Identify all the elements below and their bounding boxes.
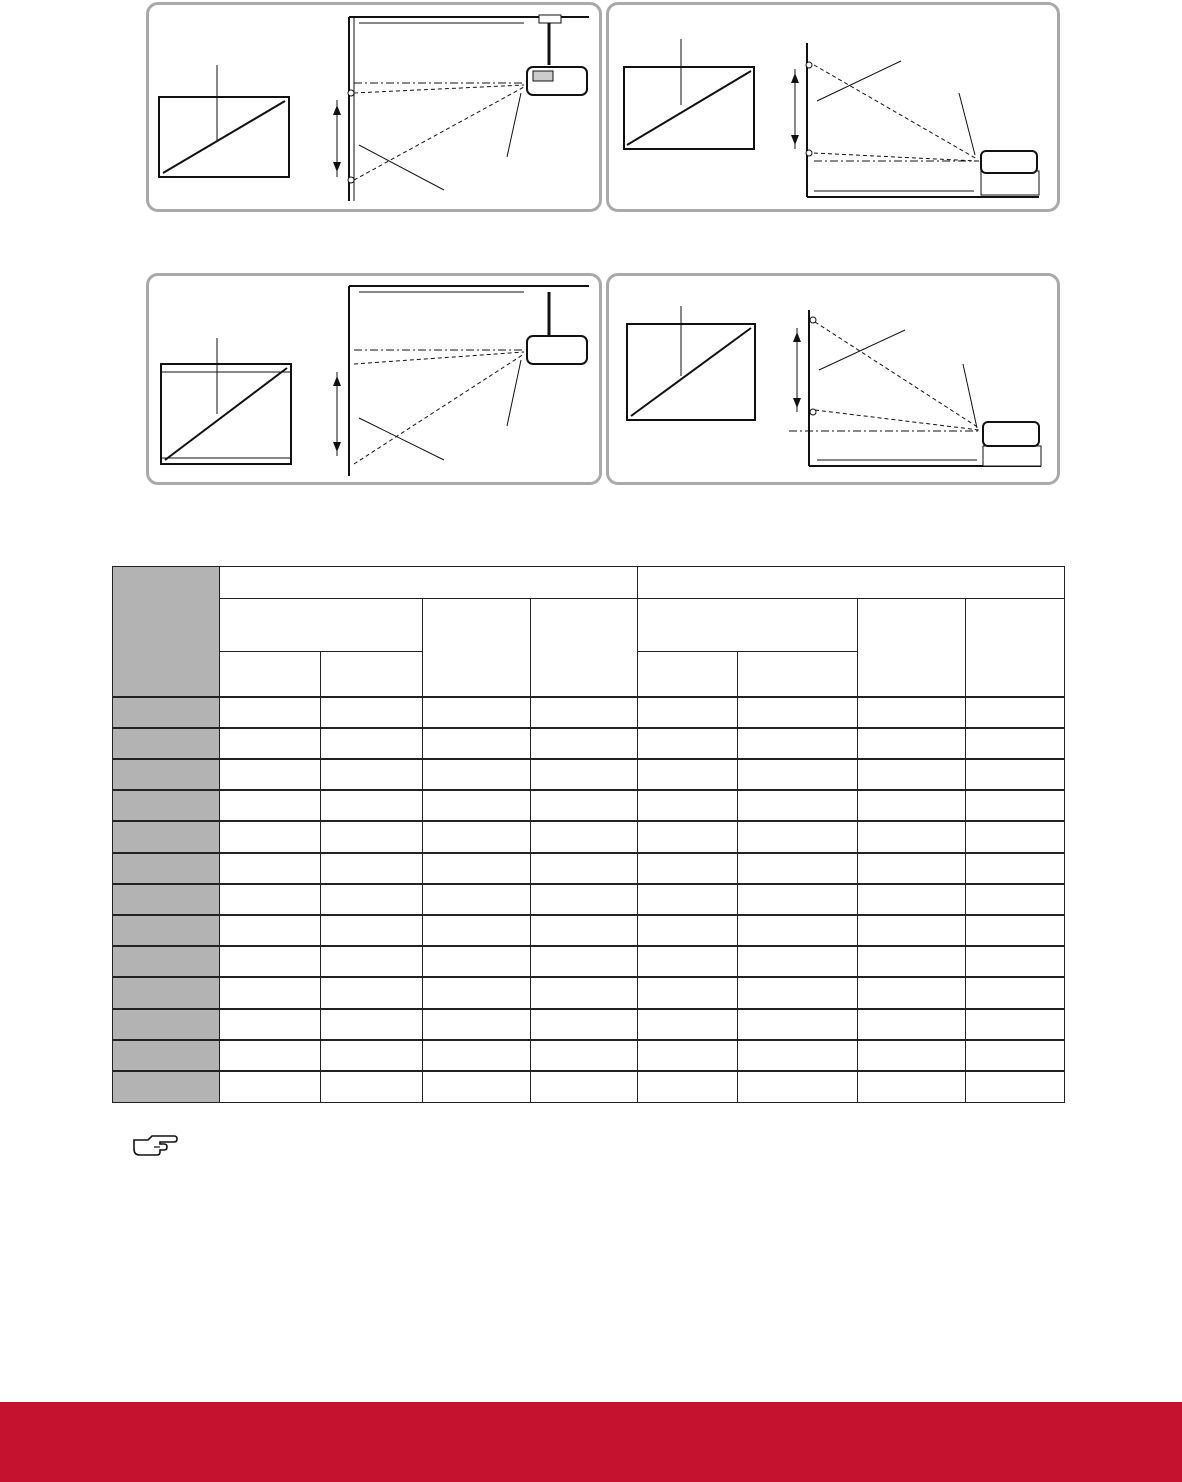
ceiling-mount-diagram <box>149 276 605 488</box>
table-cell <box>966 915 1065 946</box>
table-cell <box>321 884 423 915</box>
ceiling-mount-diagram <box>149 5 605 215</box>
table-cell <box>738 946 858 977</box>
table-cell <box>858 697 966 728</box>
table-cell <box>966 728 1065 759</box>
table-row <box>113 821 1065 852</box>
table-cell <box>638 790 738 821</box>
table-cell <box>638 728 738 759</box>
table-cell <box>966 853 1065 884</box>
table-cell <box>531 697 638 728</box>
table-cell <box>738 697 858 728</box>
group-header-right <box>638 567 1065 599</box>
table-cell <box>638 884 738 915</box>
screen-size-cell <box>113 728 220 759</box>
table-cell <box>321 1071 423 1102</box>
table-cell <box>966 790 1065 821</box>
table-cell <box>423 790 531 821</box>
table-cell <box>531 884 638 915</box>
table-row <box>113 697 1065 728</box>
table-cell <box>858 1071 966 1102</box>
screen-size-cell <box>113 1009 220 1040</box>
column-header <box>531 599 638 697</box>
diagram-floor-4x3 <box>606 273 1060 485</box>
table-cell <box>738 728 858 759</box>
table-cell <box>220 697 321 728</box>
table-cell <box>638 915 738 946</box>
column-header <box>858 599 966 697</box>
screen-size-cell <box>113 1071 220 1102</box>
table-cell <box>423 884 531 915</box>
table-cell <box>858 821 966 852</box>
table-cell <box>423 1071 531 1102</box>
table-cell <box>738 790 858 821</box>
table-cell <box>321 790 423 821</box>
table-cell <box>531 853 638 884</box>
table-row <box>113 1040 1065 1071</box>
floor-mount-diagram <box>609 276 1063 488</box>
table-cell <box>321 1009 423 1040</box>
screen-size-cell <box>113 853 220 884</box>
table-cell <box>966 946 1065 977</box>
table-cell <box>638 821 738 852</box>
diagram-floor-16x9 <box>606 2 1060 212</box>
table-cell <box>858 977 966 1008</box>
table-cell <box>220 1040 321 1071</box>
table-row <box>113 759 1065 790</box>
table-cell <box>423 915 531 946</box>
table-cell <box>220 1071 321 1102</box>
table-cell <box>638 759 738 790</box>
screen-size-cell <box>113 884 220 915</box>
table-cell <box>531 977 638 1008</box>
table-cell <box>531 1040 638 1071</box>
table-cell <box>638 697 738 728</box>
table-cell <box>321 821 423 852</box>
table-header-row-2 <box>113 599 1065 652</box>
screen-size-cell <box>113 790 220 821</box>
table-cell <box>638 853 738 884</box>
table-header-row-1 <box>113 567 1065 599</box>
table-cell <box>220 946 321 977</box>
table-cell <box>738 853 858 884</box>
table-cell <box>638 946 738 977</box>
table-row <box>113 946 1065 977</box>
table-cell <box>966 977 1065 1008</box>
table-cell <box>858 1040 966 1071</box>
screen-size-cell <box>113 1040 220 1071</box>
table-row <box>113 1009 1065 1040</box>
table-cell <box>531 790 638 821</box>
table-row <box>113 915 1065 946</box>
table-cell <box>738 1071 858 1102</box>
table-cell <box>321 697 423 728</box>
table-cell <box>858 728 966 759</box>
table-cell <box>738 884 858 915</box>
screen-size-cell <box>113 946 220 977</box>
table-cell <box>531 946 638 977</box>
diagram-ceiling-4x3 <box>146 273 602 485</box>
table-cell <box>220 728 321 759</box>
table-cell <box>423 821 531 852</box>
table-cell <box>321 853 423 884</box>
table-cell <box>858 946 966 977</box>
table-cell <box>423 853 531 884</box>
floor-mount-diagram <box>609 5 1063 215</box>
column-header <box>423 599 531 697</box>
column-header <box>321 652 423 697</box>
table-cell <box>531 759 638 790</box>
footer-accent-bar <box>0 1402 1182 1482</box>
table-row <box>113 977 1065 1008</box>
table-cell <box>966 884 1065 915</box>
table-cell <box>531 728 638 759</box>
table-cell <box>858 790 966 821</box>
pointing-hand-icon <box>130 1130 180 1158</box>
subgroup-header-right <box>638 599 858 652</box>
table-row <box>113 1071 1065 1102</box>
table-cell <box>423 977 531 1008</box>
table-cell <box>738 977 858 1008</box>
table-cell <box>531 1071 638 1102</box>
table-cell <box>638 1040 738 1071</box>
table-cell <box>321 728 423 759</box>
screen-size-cell <box>113 821 220 852</box>
table-cell <box>966 697 1065 728</box>
table-cell <box>858 1009 966 1040</box>
screen-size-cell <box>113 915 220 946</box>
table-cell <box>858 759 966 790</box>
table-cell <box>966 821 1065 852</box>
group-header-left <box>220 567 638 599</box>
table-cell <box>738 915 858 946</box>
table-cell <box>321 759 423 790</box>
column-header <box>220 652 321 697</box>
table-cell <box>738 759 858 790</box>
table-cell <box>531 1009 638 1040</box>
column-header <box>738 652 858 697</box>
table-cell <box>638 977 738 1008</box>
table-cell <box>220 790 321 821</box>
table-row <box>113 853 1065 884</box>
table-cell <box>321 946 423 977</box>
table-cell <box>423 697 531 728</box>
table-cell <box>858 915 966 946</box>
table-row <box>113 728 1065 759</box>
table-cell <box>423 1040 531 1071</box>
table-cell <box>220 853 321 884</box>
table-cell <box>220 821 321 852</box>
table-cell <box>423 946 531 977</box>
table-cell <box>638 1071 738 1102</box>
table-cell <box>321 1040 423 1071</box>
table-cell <box>220 1009 321 1040</box>
table-row <box>113 884 1065 915</box>
table-cell <box>321 915 423 946</box>
table-cell <box>966 1009 1065 1040</box>
table-row <box>113 790 1065 821</box>
table-cell <box>220 884 321 915</box>
table-cell <box>966 1071 1065 1102</box>
diagram-ceiling-16x9 <box>146 2 602 212</box>
screen-size-cell <box>113 977 220 1008</box>
table-cell <box>966 1040 1065 1071</box>
table-cell <box>858 853 966 884</box>
table-cell <box>638 1009 738 1040</box>
table-cell <box>423 1009 531 1040</box>
screen-size-cell <box>113 759 220 790</box>
table-cell <box>738 1009 858 1040</box>
table-cell <box>423 728 531 759</box>
screen-size-header <box>113 567 220 697</box>
column-header <box>966 599 1065 697</box>
column-header <box>638 652 738 697</box>
screen-size-cell <box>113 697 220 728</box>
subgroup-header-left <box>220 599 423 652</box>
table-cell <box>738 1040 858 1071</box>
table-cell <box>220 977 321 1008</box>
table-cell <box>423 759 531 790</box>
projection-size-table <box>112 566 1065 1103</box>
table-cell <box>531 821 638 852</box>
table-cell <box>738 821 858 852</box>
table-cell <box>220 915 321 946</box>
table-cell <box>321 977 423 1008</box>
table-cell <box>858 884 966 915</box>
table-cell <box>531 915 638 946</box>
table-body <box>113 697 1065 1103</box>
table-cell <box>220 759 321 790</box>
table-cell <box>966 759 1065 790</box>
